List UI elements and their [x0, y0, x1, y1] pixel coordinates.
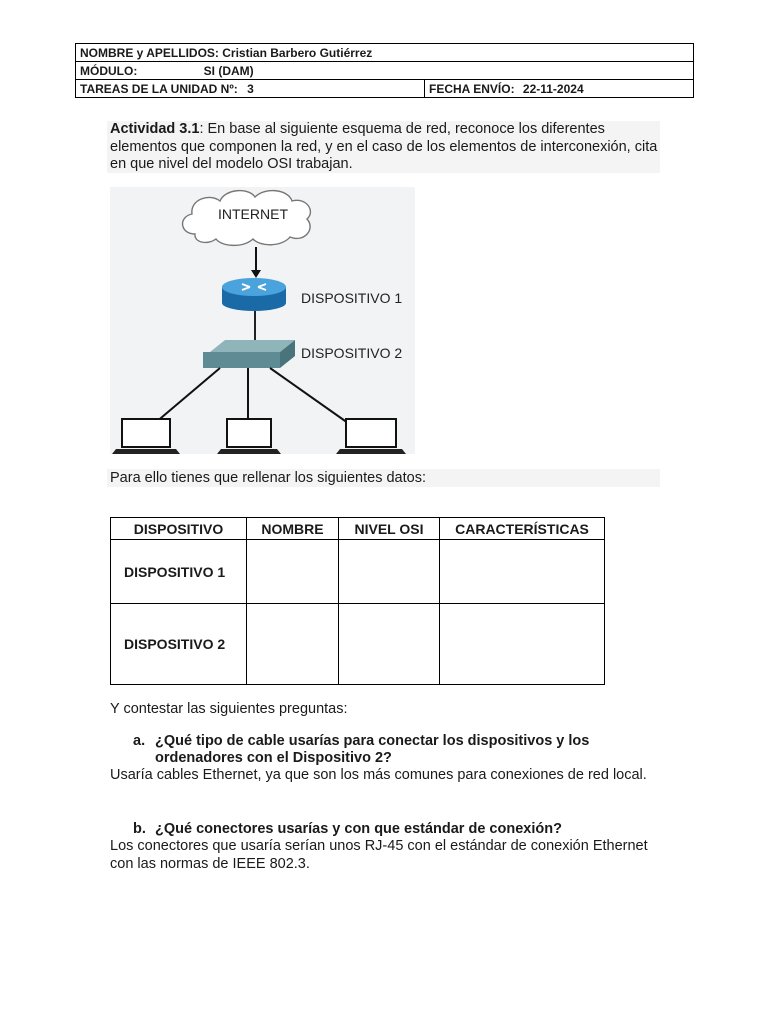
column-header-features: CARACTERÍSTICAS	[440, 518, 605, 540]
laptop-icon	[217, 419, 281, 454]
laptop-icon	[112, 419, 180, 454]
switch-laptop1-line	[155, 368, 220, 423]
header-table	[75, 43, 694, 98]
column-header-name: NOMBRE	[247, 518, 339, 540]
name-cell[interactable]	[247, 604, 339, 685]
arrow-down-icon	[251, 270, 261, 278]
name-cell[interactable]	[247, 540, 339, 604]
tasks-label: TAREAS DE LA UNIDAD Nº:	[80, 81, 238, 96]
devices-table	[110, 517, 605, 685]
column-header-device: DISPOSITIVO	[111, 518, 247, 540]
device-cell: DISPOSITIVO 2	[111, 604, 247, 685]
date-cell	[425, 80, 694, 98]
question-b-marker: b.	[133, 821, 146, 837]
question-b: ¿Qué conectores usarías y con que estándar de conexión?	[155, 821, 562, 837]
activity-paragraph	[110, 121, 658, 174]
osi-cell[interactable]	[339, 540, 440, 604]
switch-laptop3-line	[270, 368, 348, 423]
device2-label: DISPOSITIVO 2	[301, 345, 403, 361]
tasks-cell	[76, 80, 425, 98]
table-row	[111, 604, 605, 685]
question-a: ¿Qué tipo de cable usarías para conectar los dispositivos y los ordenadores con el Dispositivo 2?	[155, 733, 590, 766]
answer-a: Usaría cables Ethernet, ya que son los más comunes para conexiones de red local.	[110, 767, 647, 783]
table-header-row	[111, 518, 605, 540]
date-label: FECHA ENVÍO:	[429, 81, 515, 96]
fill-intro: Para ello tienes que rellenar los siguientes datos:	[110, 470, 426, 486]
questions-intro: Y contestar las siguientes preguntas:	[110, 701, 348, 717]
activity-text: : En base al siguiente esquema de red, reconoce los diferentes elementos que componen la red, y en el caso de los elementos de interconexión, cita en que nivel del modelo OSI trabajan.	[110, 121, 658, 172]
internet-label: INTERNET	[218, 206, 288, 222]
module-label: MÓDULO:	[80, 63, 138, 78]
question-a-marker: a.	[133, 733, 146, 749]
answer-b: Los conectores que usaría serían unos RJ-45 con el estándar de conexión Ethernet con las normas de IEEE 802.3.	[110, 838, 648, 872]
date-value: 22-11-2024	[522, 81, 584, 96]
device-cell: DISPOSITIVO 1	[111, 540, 247, 604]
module-value: SI (DAM)	[203, 63, 254, 78]
router-icon	[222, 278, 286, 311]
table-row	[111, 540, 605, 604]
features-cell[interactable]	[440, 540, 605, 604]
network-diagram-svg	[110, 187, 415, 454]
features-cell[interactable]	[440, 604, 605, 685]
switch-icon	[203, 340, 295, 368]
column-header-osi: NIVEL OSI	[339, 518, 440, 540]
tasks-value: 3	[247, 81, 254, 96]
activity-title: Actividad 3.1	[110, 121, 200, 137]
network-diagram	[110, 187, 415, 454]
student-name-cell: NOMBRE y APELLIDOS: Cristian Barbero Gutiérrez	[76, 44, 694, 62]
osi-cell[interactable]	[339, 604, 440, 685]
module-cell	[76, 62, 694, 80]
device1-label: DISPOSITIVO 1	[301, 290, 403, 306]
laptop-icon	[336, 419, 406, 454]
